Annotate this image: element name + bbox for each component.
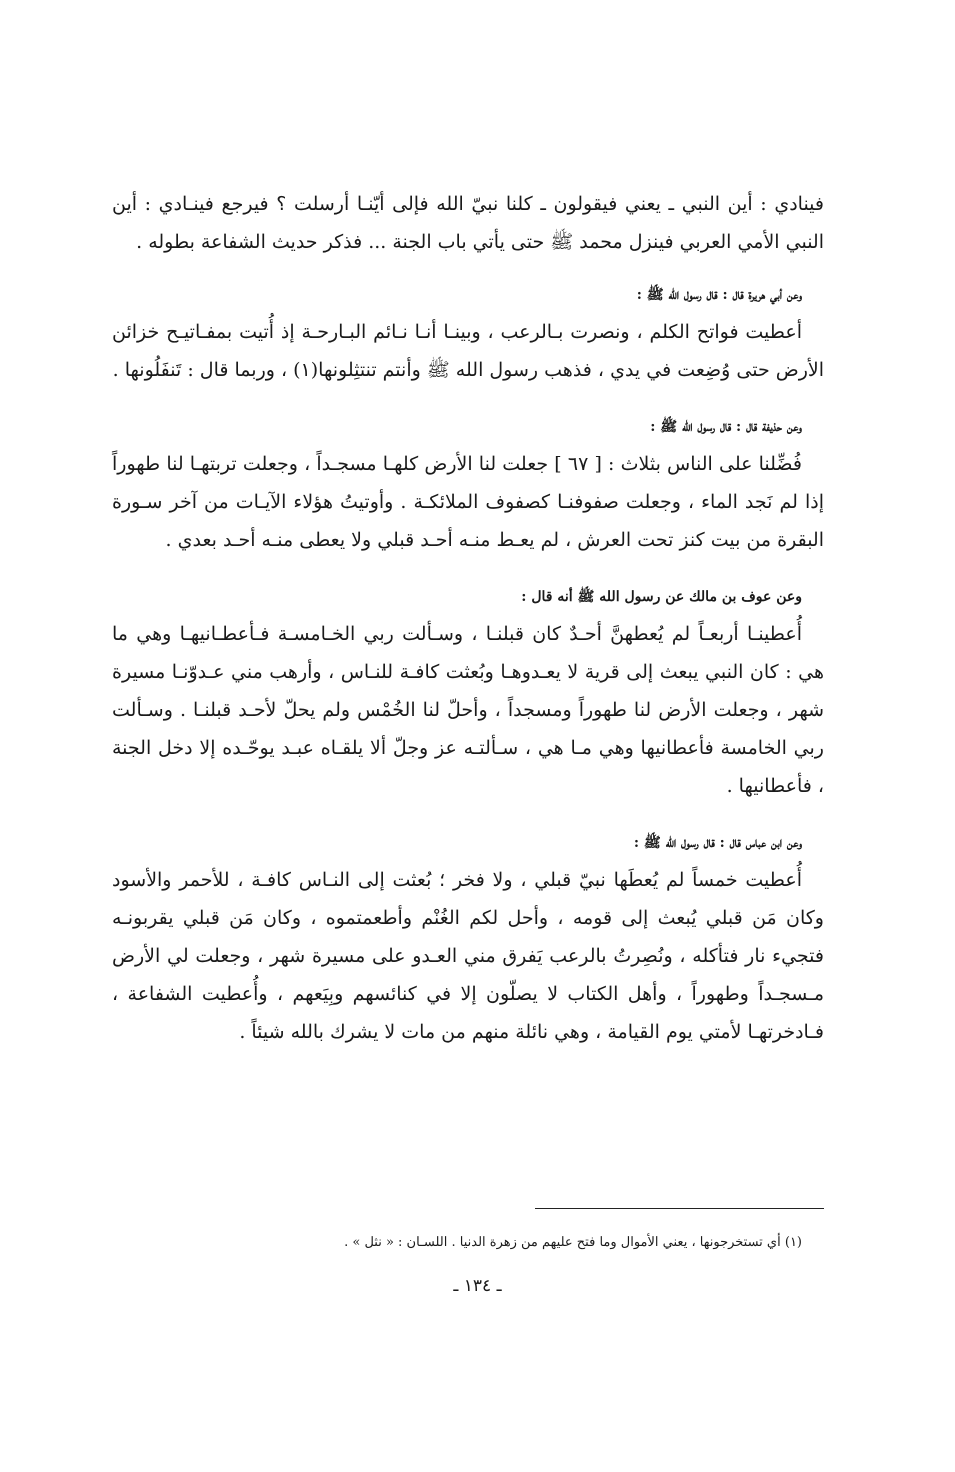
narrator-heading: وعن حذيفة قال : قال رسول الله ﷺ : <box>650 419 802 435</box>
hadith-text: أعطيت فواتح الكلم ، ونصرت بـالرعب ، وبينـا أنـا نـائم البـارحـة إذ أُتيت بمفـاتيـح خزائن الأرض حتى وُضِعت في يدي ، فذهب رسول الله ﷺ وأنتم تنتثِلونها(١) ، وربما قال : تَنفَلُونها . <box>112 321 824 381</box>
hadith-text: أُعطينـا أربعـاً لم يُعطهنَّ أحـدٌ كان قبلنـا ، وسـألت ربي الخـامسـة فـأعطـانيهـا وهي ما هي : كان النبي يبعث إلى قرية لا يعـدوهـا وبُعثت كافـة للنـاس ، وأرهب مني عـدوّنـا مسيرة شهر ، وجعلت الأرض لنا طهوراً ومسجداً ، وأحلّ لنا الخُمْس ولم يحلّ لأحـد قبلنـا . وسـألت ربي الخامسة فأعطانيها وهي مـا هي ، سـألتـه عز وجلّ ألا يلقـاه عبـد يوحّـده إلا دخل الجنة ، فأعطانيها . <box>112 623 824 797</box>
hadith-text: أُعطيت خمساً لم يُعطَها نبيّ قبلي ، ولا فخر ؛ بُعثت إلى النـاس كافـة ، للأحمر والأسود وكان مَن قبلي يُبعث إلى قومه ، وأحل لكم الغُنْم وأطعمتموه ، وكان مَن قبلي يقربونـه فتجيء نار فتأكله ، ونُصِرتُ بالرعب يَفرق مني العـدو على مسيرة شهر ، وجعلت لي الأرض مـسجـداً وطهوراً ، وأهل الكتاب لا يصلّون إلا في كنائسهم وبِيَعهم ، وأُعطيت الشفاعة ، فـادخرتهـا لأمتي يوم القيامة ، وهي نائلة منهم من مات لا يشرك بالله شيئاً . <box>112 869 824 1043</box>
narrator-heading: وعن عوف بن مالك عن رسول الله ﷺ أنه قال : <box>521 589 802 605</box>
hadith-section-awf-ibn-malik <box>112 585 824 805</box>
page-number: ـ ١٣٤ ـ <box>453 1276 502 1296</box>
narrator-heading: وعن أبي هريرة قال : قال رسول الله ﷺ : <box>636 287 802 303</box>
footnote: (١) أي تستخرجونها ، يعني الأموال وما فتح عليهم من زهرة الدنيا . اللسـان : « نثل » . <box>344 1235 802 1250</box>
hadith-section-ibn-abbas <box>112 831 824 1051</box>
narrator-heading: وعن ابن عباس قال : قال رسول الله ﷺ : <box>633 835 802 851</box>
page-body <box>112 185 824 1077</box>
hadith-section-abu-hurayra <box>112 283 824 389</box>
hadith-section-hudhayfa <box>112 415 824 559</box>
hadith-text: فُضِّلنا على الناس بثلاث : [ ٦٧ ] جعلت لنا الأرض كلهـا مسجـداً ، وجعلت تربتهـا لنا طهوراً إذا لم نَجد الماء ، وجعلت صفوفنـا كصفوف الملائكـة . وأوتيتُ هؤلاء الآيـات من آخر سـورة البقرة من بيت كنز تحت العرش ، لم يعـط منـه أحـد قبلي ولا يعطى منـه أحـد بعدي . <box>112 453 824 551</box>
footnote-divider <box>535 1208 824 1209</box>
intro-paragraph: فينادي : أين النبي ـ يعني فيقولون ـ كلنا نبيّ الله فإلى أيّنـا أرسلت ؟ فيرجع فينـادي : أين النبي الأمي العربي فينزل محمد ﷺ حتى يأتي باب الجنة ... فذكر حديث الشفاعة بطوله . <box>112 193 824 253</box>
